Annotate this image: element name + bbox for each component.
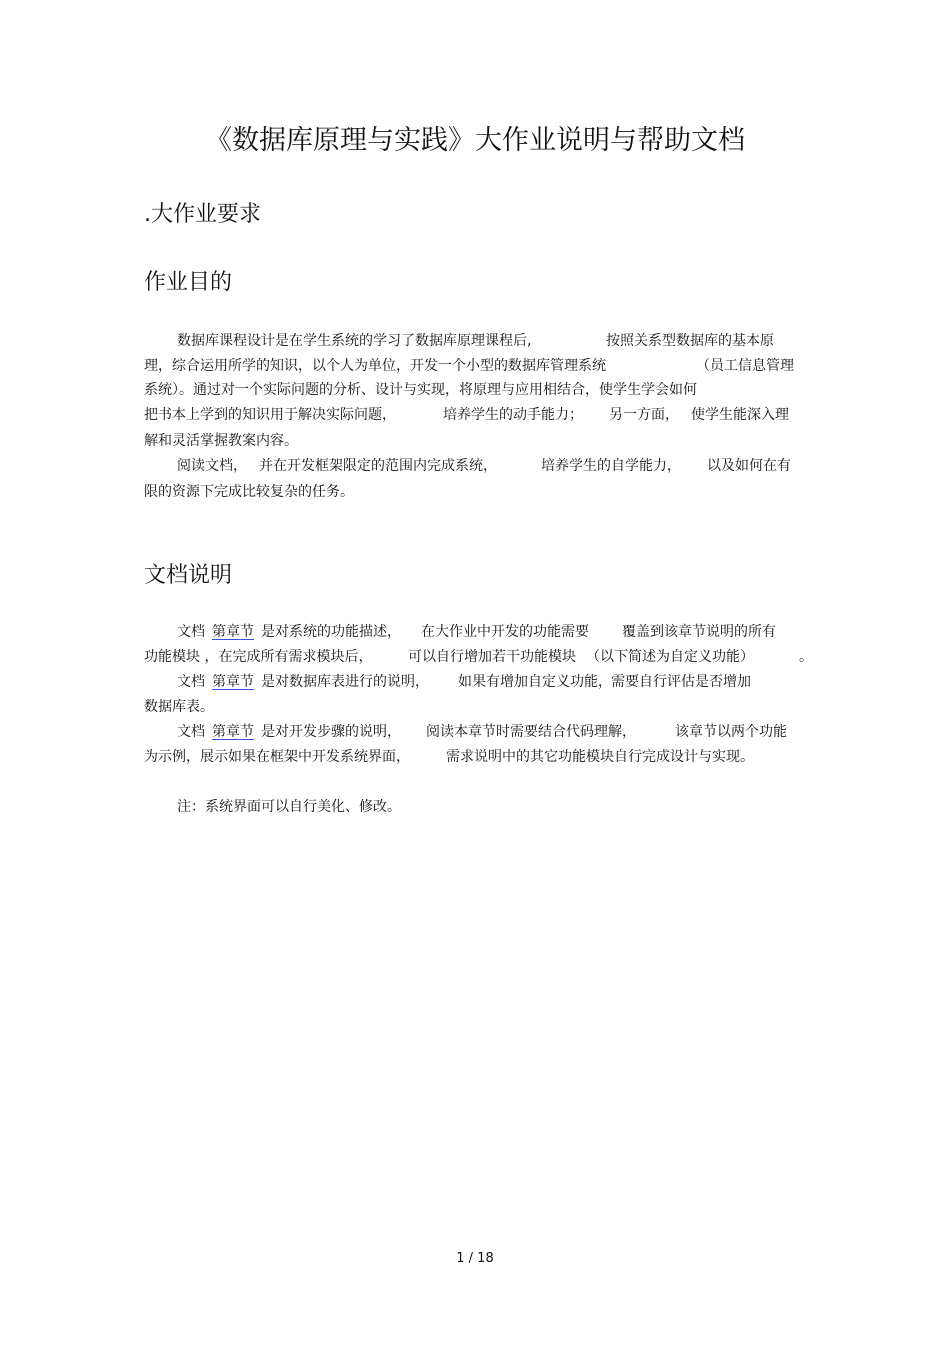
text-segment: 解和灵活掌握教案内容。 bbox=[144, 433, 298, 449]
paragraph-line bbox=[177, 456, 791, 476]
paragraph-line bbox=[144, 482, 354, 502]
text-segment: 为示例，展示如果在框架中开发系统界面， bbox=[144, 749, 410, 765]
text-segment: 文档 bbox=[177, 624, 205, 640]
paragraph-line bbox=[144, 356, 794, 376]
chapter-link[interactable]: 第章节 bbox=[212, 724, 254, 740]
text-segment: 以及如何在有 bbox=[707, 458, 791, 474]
text-segment: 数据库表。 bbox=[144, 699, 214, 715]
text-segment: 文档 bbox=[177, 724, 205, 740]
text-segment: 理，综合运用所学的知识，以个人为单位，开发一个小型的数据库管理系统 bbox=[144, 358, 606, 374]
page-number: 1 / 18 bbox=[456, 1251, 494, 1266]
chapter-link[interactable]: 第章节 bbox=[212, 624, 254, 640]
paragraph-line bbox=[144, 747, 754, 767]
paragraph-line bbox=[177, 622, 776, 642]
text-segment: 该章节以两个功能 bbox=[675, 724, 787, 740]
paragraph-line bbox=[144, 431, 298, 451]
text-segment: 系统）。通过对一个实际问题的分析、设计与实现，将原理与应用相结合，使学生学会如何 bbox=[144, 382, 697, 398]
section-heading: .大作业要求 bbox=[144, 202, 261, 227]
text-segment: 覆盖到该章节说明的所有 bbox=[622, 624, 776, 640]
text-segment: （以下简述为自定义功能） bbox=[586, 649, 754, 665]
text-segment: 阅读文档， bbox=[177, 458, 247, 474]
text-segment: 功能模块 ，在完成所有需求模块后， bbox=[144, 649, 373, 665]
text-segment: 需要自行评估是否增加 bbox=[611, 674, 751, 690]
paragraph-line bbox=[144, 647, 813, 667]
text-segment: 并在开发框架限定的范围内完成系统， bbox=[259, 458, 497, 474]
text-segment: 如果有增加自定义功能， bbox=[458, 674, 612, 690]
text-segment: 可以自行增加若干功能模块 bbox=[408, 649, 576, 665]
text-segment: 文档 bbox=[177, 674, 205, 690]
text-segment: 使学生能深入理 bbox=[691, 407, 789, 423]
text-segment: 阅读本章节时需要结合代码理解， bbox=[426, 724, 636, 740]
text-segment: 是对开发步骤的说明， bbox=[261, 724, 401, 740]
text-segment: 在大作业中开发的功能需要 bbox=[421, 624, 589, 640]
paragraph-line bbox=[144, 405, 789, 425]
note-text: 注：系统界面可以自行美化、修改。 bbox=[177, 799, 401, 815]
text-segment: 是对系统的功能描述， bbox=[261, 624, 401, 640]
text-segment: 把书本上学到的知识用于解决实际问题， bbox=[144, 407, 396, 423]
paragraph-line bbox=[177, 331, 774, 351]
paragraph-line bbox=[144, 380, 697, 400]
paragraph-line bbox=[177, 722, 787, 742]
subsection-heading-doc-description: 文档说明 bbox=[144, 563, 233, 588]
paragraph-line bbox=[177, 672, 751, 692]
text-segment: 数据库课程设计是在学生系统的学习了数据库原理课程后, bbox=[177, 333, 532, 349]
paragraph-line bbox=[144, 697, 214, 717]
chapter-link[interactable]: 第章节 bbox=[212, 674, 254, 690]
text-segment: 培养学生的动手能力； bbox=[443, 407, 583, 423]
text-segment: 。 bbox=[799, 649, 813, 665]
text-segment: 限的资源下完成比较复杂的任务。 bbox=[144, 484, 354, 500]
text-segment: 需求说明中的其它功能模块自行完成设计与实现。 bbox=[446, 749, 754, 765]
text-segment: 培养学生的自学能力， bbox=[541, 458, 681, 474]
document-title: 《数据库原理与实践》大作业说明与帮助文档 bbox=[205, 125, 745, 156]
text-segment: （员工信息管理 bbox=[696, 358, 794, 374]
text-segment: 另一方面， bbox=[609, 407, 679, 423]
text-segment: 是对数据库表进行的说明， bbox=[261, 674, 429, 690]
text-segment: 按照关系型数据库的基本原 bbox=[606, 333, 774, 349]
subsection-heading-purpose: 作业目的 bbox=[144, 270, 233, 295]
